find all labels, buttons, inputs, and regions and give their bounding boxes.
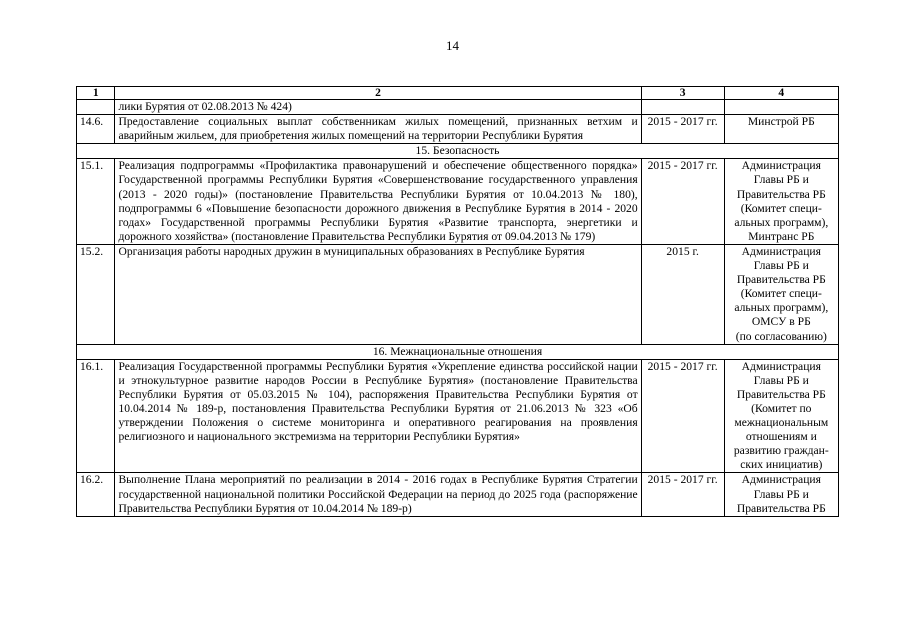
period: 2015 - 2017 гг. <box>641 159 724 245</box>
header-col-1: 1 <box>77 87 115 100</box>
page-number: 14 <box>446 38 459 53</box>
measure-description: Реализация Государственной программы Республики Бурятия «Укрепление единства российской нации и этнокультурное развитие народов России в Республике Бурятия» (постановление Правительства Республики Бурятия от 05.03.2015 № 104), распоряжения Правительства Республики Бурятия от 10.04.2014 № 189-р, постановления Правительства Республики Бурятия от 21.06.2013 № 323 «Об утверждении Положения о системе мониторинга и оперативного реагирования на проявления религиозного и национального экстремизма на территории Республики Бурятия» <box>115 359 641 473</box>
measure-description: Организация работы народных дружин в муниципальных образованиях в Республике Бурятия <box>115 244 641 344</box>
table-row <box>77 115 839 144</box>
section-heading-row <box>77 344 839 359</box>
executor <box>724 100 838 115</box>
executor-line: Администрация <box>741 159 821 173</box>
executor-line: Минтранс РБ <box>748 229 815 243</box>
executor-line: (Комитет специ- <box>740 287 822 301</box>
executor-line: Минстрой РБ <box>747 115 815 129</box>
item-number: 14.6. <box>77 115 115 144</box>
table-row <box>77 244 839 344</box>
period: 2015 - 2017 гг. <box>641 359 724 473</box>
executor-line: ских инициатив) <box>740 458 823 472</box>
measure-description: лики Бурятия от 02.08.2013 № 424) <box>115 100 641 115</box>
period: 2015 г. <box>641 244 724 344</box>
header-col-2: 2 <box>115 87 641 100</box>
executor-line: Администрация <box>741 359 821 373</box>
section-heading: 16. Межнациональные отношения <box>77 344 839 359</box>
executor-line: Администрация <box>741 473 821 487</box>
executor <box>724 244 838 344</box>
item-number: 16.1. <box>77 359 115 473</box>
table-row <box>77 473 839 516</box>
period: 2015 - 2017 гг. <box>641 115 724 144</box>
executor-line: Правительства РБ <box>736 501 826 515</box>
measure-description: Реализация подпрограммы «Профилактика правонарушений и обеспечение общественного порядка» Государственной программы Республики Бурятия «Совершенствование государственного управления (2013 - 2020 годы)» (постановление Правительства Республики Бурятия от 10.04.2013 № 180), подпрограммы 6 «Повышение безопасности дорожного движения в Республике Бурятия в 2014 - 2020 годах» Государственной программы Республики Бурятия «Развитие транспорта, энергетики и дорожного хозяйства» (постановление Правительства Республики Бурятия от 09.04.2013 № 179) <box>115 159 641 245</box>
executor-line: Главы РБ и <box>753 259 809 273</box>
executor <box>724 159 838 245</box>
measures-table <box>76 86 839 517</box>
section-heading-row <box>77 144 839 159</box>
item-number: 15.1. <box>77 159 115 245</box>
executor <box>724 115 838 144</box>
executor-line: альных программ), <box>734 301 829 315</box>
table-header-row <box>77 87 839 100</box>
table-row <box>77 100 839 115</box>
executor-line: (Комитет специ- <box>740 201 822 215</box>
executor-line: Главы РБ и <box>753 373 809 387</box>
executor-line: Правительства РБ <box>736 387 826 401</box>
executor-line: Главы РБ и <box>753 173 809 187</box>
executor-line: Правительства РБ <box>736 187 826 201</box>
measure-description: Выполнение Плана мероприятий по реализации в 2014 - 2016 годах в Республике Бурятия Стратегии государственной национальной политики Российской Федерации на период до 2025 года (распоряжение Правительства Республики Бурятия от 10.04.2014 № 189-р) <box>115 473 641 516</box>
item-number <box>77 100 115 115</box>
executor-line: ОМСУ в РБ <box>751 315 811 329</box>
executor <box>724 359 838 473</box>
executor-line: Главы РБ и <box>753 487 809 501</box>
executor-line: Правительства РБ <box>736 273 826 287</box>
executor-line: развитию граждан- <box>733 444 829 458</box>
executor-line: альных программ), <box>734 215 829 229</box>
table-row <box>77 159 839 245</box>
executor <box>724 473 838 516</box>
executor-line: (Комитет по <box>751 401 812 415</box>
measure-description: Предоставление социальных выплат собственникам жилых помещений, признанных ветхим и аварийным жильем, для приобретения жилых помещений на территории Республики Бурятия <box>115 115 641 144</box>
section-heading: 15. Безопасность <box>77 144 839 159</box>
period: 2015 - 2017 гг. <box>641 473 724 516</box>
item-number: 15.2. <box>77 244 115 344</box>
executor-line: Администрация <box>741 244 821 258</box>
item-number: 16.2. <box>77 473 115 516</box>
table-row <box>77 359 839 473</box>
executor-line: межнациональным <box>734 416 829 430</box>
executor-line: отношениям и <box>745 430 817 444</box>
header-col-3: 3 <box>641 87 724 100</box>
period <box>641 100 724 115</box>
header-col-4: 4 <box>724 87 838 100</box>
executor-line: (по согласованию) <box>735 329 827 343</box>
